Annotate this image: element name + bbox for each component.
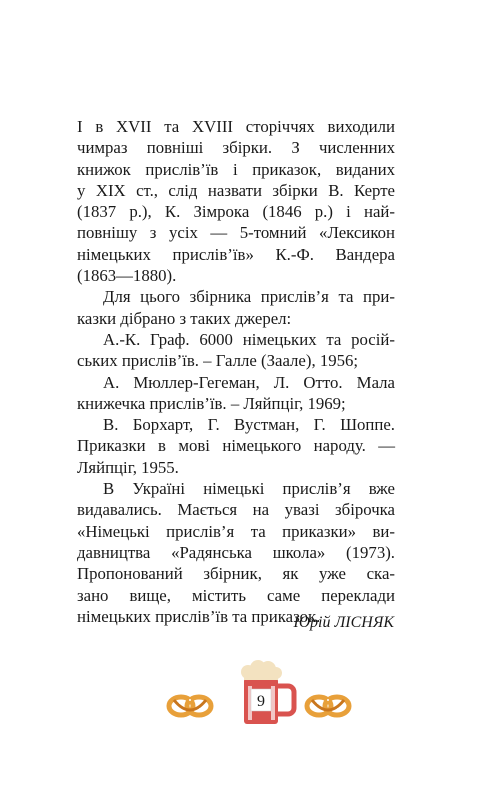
page-number: 9 (257, 693, 265, 710)
text-line: у XIX ст., слід назвати збірки В. Керте (77, 180, 395, 200)
pretzel-icon (169, 697, 211, 715)
text-line: «Німецькі прислів’я та приказки» ви- (77, 521, 395, 541)
text-line: зано вище, містить саме переклади (77, 585, 395, 605)
text-line: Приказки в мові німецького народу. — (77, 436, 395, 456)
text-line: ських прислів’їв. – Галле (Заале), 1956; (77, 351, 359, 371)
text-line: чимраз повніші збірки. З численних (77, 138, 395, 158)
text-line: повнішу з усіх — 5-томний «Лексикон (77, 223, 395, 243)
text-line: видавались. Мається на увазі збірочка (77, 500, 395, 520)
text-line: І в XVII та XVIII сторіччях виходили (77, 117, 395, 136)
text-line: німецьких прислів’їв та приказок. (77, 606, 321, 626)
text-line: давництва «Радянська школа» (1973). (77, 542, 395, 562)
text-line: книжок прислів’їв і приказок, виданих (77, 159, 395, 179)
text-line: Пропонований збірник, як уже ска- (77, 564, 395, 584)
page-footer (160, 658, 360, 728)
text-line: (1863—1880). (77, 266, 177, 286)
text-line: казки дібрано з таких джерел: (77, 308, 292, 328)
text-line: німецьких прислів’їв» К.-Ф. Вандера (77, 244, 395, 264)
pretzel-icon (307, 697, 349, 715)
text-line: книжечка прислів’їв. – Ляйпціг, 1969; (77, 393, 346, 413)
text-line: А.-К. Граф. 6000 німецьких та росій- (103, 329, 395, 349)
author-signature: Юрій ЛІСНЯК (293, 614, 394, 631)
text-line: В Україні німецькі прислів’я вже (103, 479, 395, 499)
text-line: (1837 р.), К. Зімрока (1846 р.) і най- (77, 202, 395, 222)
text-line: Ляйпціг, 1955. (77, 457, 179, 477)
body-text (77, 116, 395, 627)
text-line: А. Мюллер-Гегеман, Л. Отто. Мала (103, 372, 395, 392)
text-line: В. Борхарт, Г. Вустман, Г. Шоппе. (103, 415, 395, 435)
text-line: Для цього збірника прислів’я та при- (103, 287, 395, 307)
beer-mug-icon (232, 660, 294, 724)
